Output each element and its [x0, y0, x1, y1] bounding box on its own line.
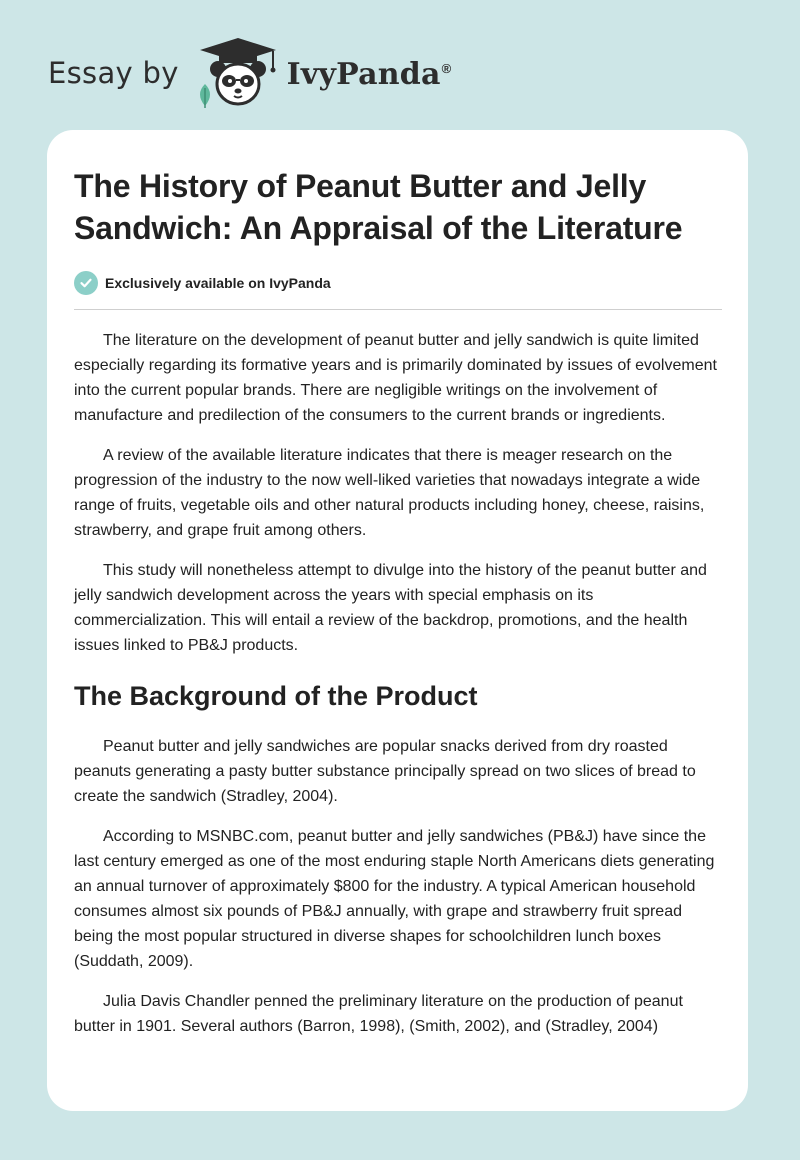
paragraph: According to MSNBC.com, peanut butter and jelly sandwiches (PB&J) have since the last century emerged as one of the most enduring staple North Americans diets generating an annual turnover of approximately $800 for the industry. A typical American household consumes almost six pounds of PB&J annually, with grape and strawberry fruit spread being the most popular structured in diverse shapes for schoolchildren lunch boxes (Suddath, 2009). [74, 828, 715, 970]
paragraph: Peanut butter and jelly sandwiches are popular snacks derived from dry roasted peanuts generating a pasty butter substance principally spread on two slices of bread to create the sandwich (Stradley, 2004). [74, 738, 696, 805]
paragraph: A review of the available literature indicates that there is meager research on the progression of the industry to the now well-liked varieties that nowadays integrate a wide range of fruits, vegetable oils and other natural products including honey, cheese, raisins, strawberry, and grape fruit among others. [74, 447, 705, 539]
brand-name[interactable]: IvyPanda® [286, 56, 452, 92]
check-icon [74, 271, 98, 295]
site-header [48, 36, 451, 110]
panda-logo-icon[interactable] [193, 36, 283, 110]
article-card [47, 130, 748, 1111]
divider [74, 309, 722, 310]
essay-by-label: Essay by [48, 56, 179, 90]
article-title: The History of Peanut Butter and Jelly Sandwich: An Appraisal of the Literature [74, 168, 683, 246]
exclusive-label: Exclusively available on IvyPanda [105, 275, 331, 291]
exclusive-badge [74, 270, 722, 296]
paragraph: The literature on the development of peanut butter and jelly sandwich is quite limited especially regarding its formative years and is primarily dominated by issues of evolvement into the current popular brands. There are negligible writings on the involvement of manufacture and predilection of the consumers to the current brands or ingredients. [74, 332, 717, 424]
registered-mark: ® [441, 60, 452, 76]
paragraph: This study will nonetheless attempt to divulge into the history of the peanut butter and jelly sandwich development across the years with special emphasis on its commercialization. This will entail a review of the backdrop, promotions, and the health issues linked to PB&J products. [74, 562, 707, 654]
paragraph: Julia Davis Chandler penned the preliminary literature on the production of peanut butter in 1901. Several authors (Barron, 1998), (Smith, 2002), and (Stradley, 2004) [74, 993, 683, 1035]
section-heading: The Background of the Product [74, 681, 478, 711]
